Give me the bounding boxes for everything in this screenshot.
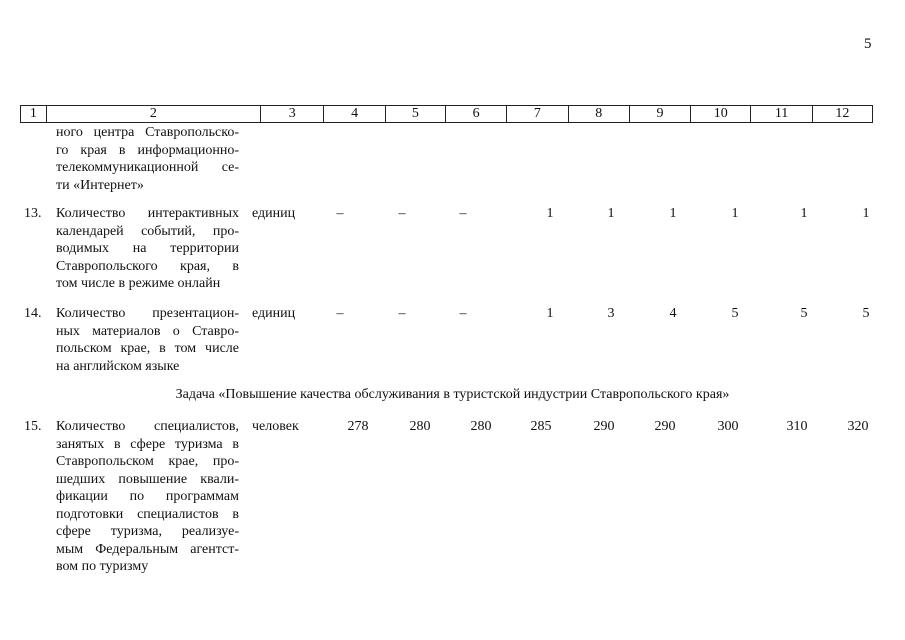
- description-line: сфере туризма, реализуе-: [56, 524, 239, 539]
- row-number: 13.: [24, 206, 42, 221]
- header-col-5: 5: [386, 106, 446, 122]
- value-col-9: 1: [669, 206, 677, 221]
- description-line: Ставропольского края, в: [56, 258, 239, 274]
- value-col-9: 4: [669, 306, 677, 321]
- description-line: Количество презентацион-: [56, 306, 239, 321]
- row-unit: единиц: [252, 206, 296, 221]
- description-line: водимых на территории: [56, 241, 239, 256]
- page-number: 5: [864, 36, 872, 52]
- value-col-6: 280: [470, 419, 492, 434]
- description-line: том числе в режиме онлайн: [56, 276, 221, 291]
- value-col-11: 5: [800, 306, 808, 321]
- value-col-8: 3: [607, 306, 615, 321]
- header-col-8: 8: [569, 106, 630, 122]
- value-col-6: –: [459, 206, 467, 221]
- row-unit: единиц: [252, 306, 296, 321]
- header-col-3: 3: [261, 106, 324, 122]
- value-col-11: 310: [786, 419, 808, 434]
- row-description: [56, 205, 239, 293]
- value-col-10: 300: [717, 419, 739, 434]
- description-line: польском крае, в том числе: [56, 341, 239, 356]
- value-col-4: –: [336, 206, 344, 221]
- description-line: телекоммуникационной се-: [56, 160, 239, 175]
- value-col-5: 280: [409, 419, 431, 434]
- value-col-11: 1: [800, 206, 808, 221]
- row-unit: человек: [252, 419, 299, 434]
- header-col-12: 12: [835, 106, 850, 121]
- value-col-8: 1: [607, 206, 615, 221]
- header-col-6: 6: [446, 106, 507, 122]
- value-col-9: 290: [654, 419, 676, 434]
- description-line: го края в информационно-: [56, 142, 239, 158]
- task-heading: Задача «Повышение качества обслуживания в туристской индустрии Ставропольского края»: [175, 387, 730, 402]
- value-col-4: –: [336, 306, 344, 321]
- row-description: [56, 124, 239, 194]
- description-line: ного центра Ставропольско-: [56, 125, 239, 140]
- header-col-10: 10: [691, 106, 751, 122]
- value-col-7: 1: [546, 306, 554, 321]
- row-description: [56, 418, 239, 576]
- description-line: подготовки специалистов в: [56, 506, 239, 522]
- description-line: ти «Интернет»: [56, 177, 144, 193]
- header-col-1: 1: [21, 106, 47, 122]
- value-col-8: 290: [593, 419, 615, 434]
- header-col-7: 7: [507, 106, 568, 122]
- value-col-7: 285: [530, 419, 552, 434]
- header-col-4: 4: [324, 106, 385, 122]
- table-header-row: [20, 105, 873, 123]
- description-line: Количество интерактивных: [56, 206, 239, 221]
- description-line: календарей событий, про-: [56, 223, 239, 239]
- value-col-12: 320: [847, 419, 869, 434]
- row-number: 14.: [24, 306, 42, 321]
- row-description: [56, 305, 239, 375]
- value-col-12: 5: [862, 306, 870, 321]
- value-col-7: 1: [546, 206, 554, 221]
- row-number: 15.: [24, 419, 42, 434]
- value-col-12: 1: [862, 206, 870, 221]
- value-col-5: –: [398, 206, 406, 221]
- value-col-5: –: [398, 306, 406, 321]
- value-col-10: 5: [731, 306, 739, 321]
- description-line: на английском языке: [56, 358, 180, 374]
- value-col-4: 278: [347, 419, 369, 434]
- header-col-9: 9: [630, 106, 691, 122]
- header-col-2: 2: [47, 106, 261, 122]
- description-line: ных материалов о Ставро-: [56, 323, 239, 339]
- description-line: шедших повышение квали-: [56, 471, 239, 487]
- value-col-6: –: [459, 306, 467, 321]
- description-line: занятых в сфере туризма в: [56, 436, 239, 452]
- description-line: вом по туризму: [56, 559, 149, 574]
- value-col-10: 1: [731, 206, 739, 221]
- description-line: мым Федеральным агентст-: [56, 541, 239, 557]
- description-line: Ставропольском крае, про-: [56, 454, 239, 469]
- description-line: Количество специалистов,: [56, 419, 239, 434]
- header-col-11: 11: [751, 106, 812, 122]
- description-line: фикации по программам: [56, 489, 239, 504]
